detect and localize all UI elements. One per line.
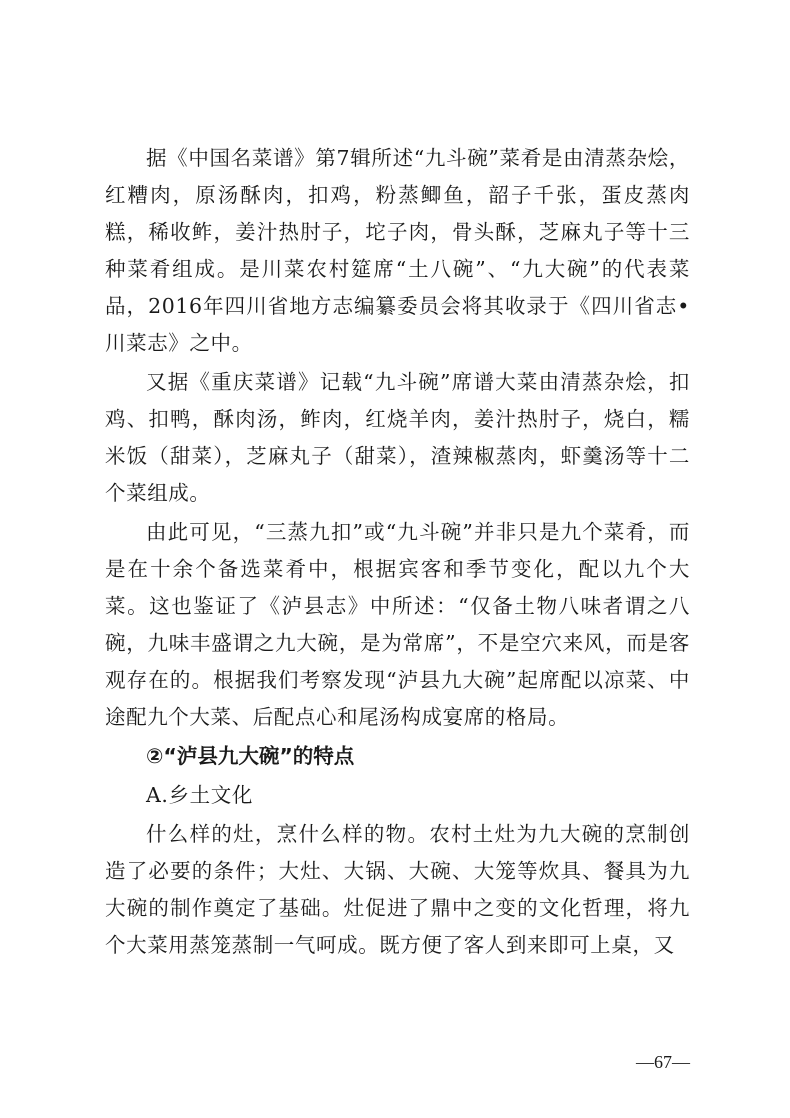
paragraph-chongqing-caipu: 又据《重庆菜谱》记载“九斗碗”席谱大菜由清蒸杂烩，扣鸡、扣鸭，酥肉汤，鲊肉，红烧羊肉，姜汁热肘子，烧白，糯米饭（甜菜），芝麻丸子（甜菜），渣辣椒蒸肉，虾羹汤等十二个菜组成。 [105,370,690,505]
paragraph-jiudouwan-zhongguo: 据《中国名菜谱》第7辑所述“九斗碗”菜肴是由清蒸杂烩，红糟肉，原汤酥肉，扣鸡，粉蒸鲫鱼，韶子千张，蛋皮蒸肉糕，稀收鲊，姜汁热肘子，坨子肉，骨头酥，芝麻丸子等十三种菜肴组成。是川菜农村筵席“土八碗”、“九大碗”的代表菜品，2016年四川省地方志编纂委员会将其收录于《四川省志•川菜志》之中。 [105,146,690,355]
section-heading: ②“泸县九大碗”的特点 [146,744,355,768]
page-number: —67— [636,1052,690,1072]
paragraph-conclusion: 由此可见，“三蒸九扣”或“九斗碗”并非只是九个菜肴，而是在十余个备选菜肴中，根据宾客和季节变化，配以九个大菜。这也鉴证了《泸县志》中所述：“仅备土物八味者谓之八碗，九味丰盛谓之九大碗，是为常席”，不是空穴来风，而是客观存在的。根据我们考察发现“泸县九大碗”起席配以凉菜、中途配九个大菜、后配点心和尾汤构成宴席的格局。 [105,520,690,729]
subheading-xiangtu-wenhua: A.乡土文化 [146,783,253,807]
page-body [105,140,690,966]
paragraph-tuzao: 什么样的灶，烹什么样的物。农村土灶为九大碗的烹制创造了必要的条件；大灶、大锅、大碗、大笼等炊具、餐具为九大碗的制作奠定了基础。灶促进了鼎中之变的文化哲理，将九个大菜用蒸笼蒸制一气呵成。既方便了客人到来即可上桌，又 [105,822,690,957]
